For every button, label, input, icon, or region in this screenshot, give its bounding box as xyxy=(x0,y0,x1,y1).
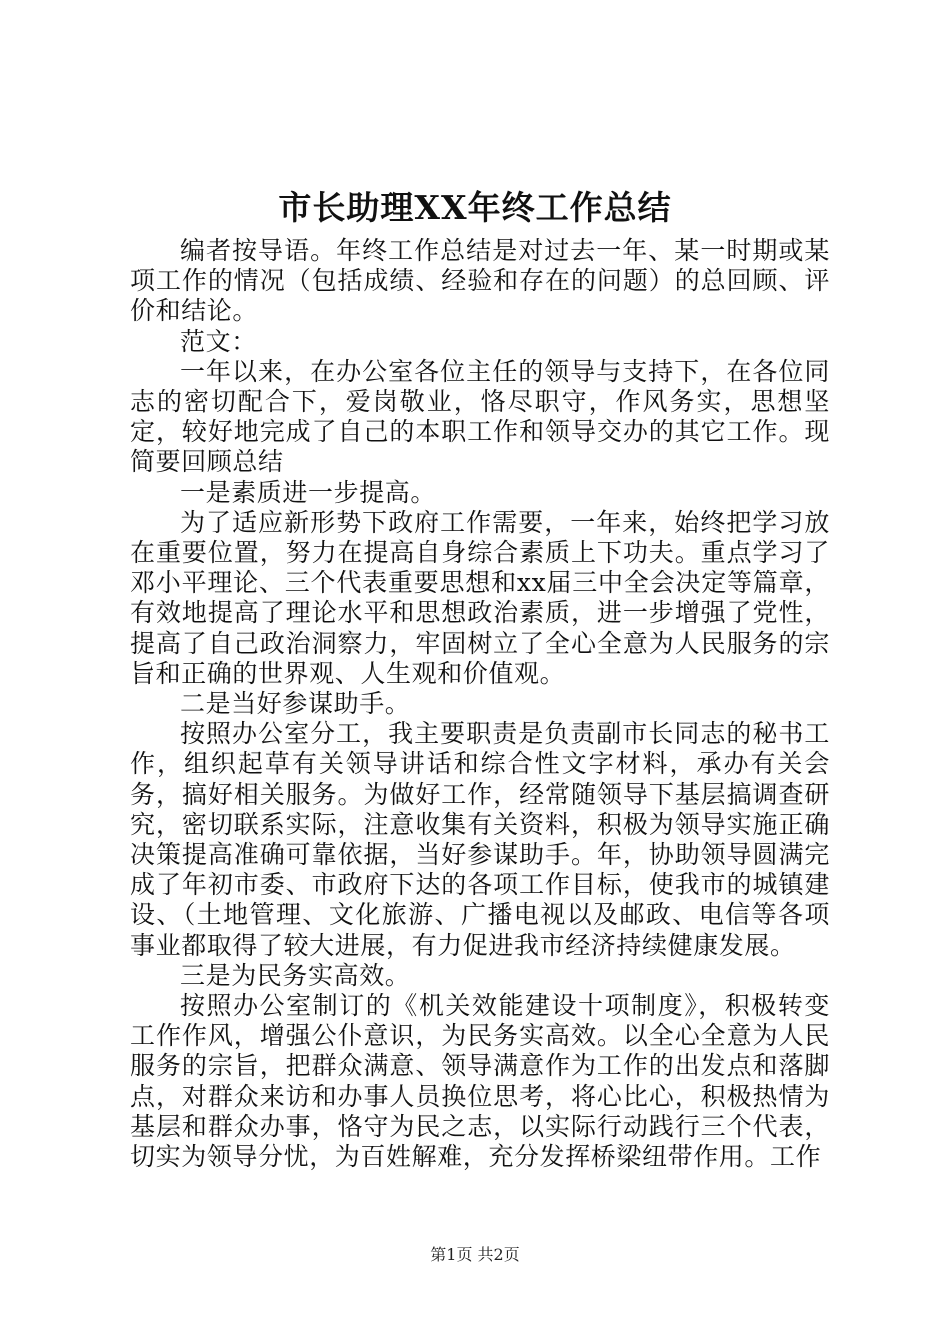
paragraph-overview: 一年以来，在办公室各位主任的领导与支持下，在各位同志的密切配合下，爱岗敬业，恪尽职守，作风务实，思想坚定，较好地完成了自己的本职工作和领导交办的其它工作。现简要回顾总结 xyxy=(130,356,830,477)
paragraph-heading-3: 三是为民务实高效。 xyxy=(180,960,411,990)
paragraph-service: 按照办公室制订的《机关效能建设十项制度》，积极转变工作作风，增强公仆意识，为民务实高效。以全心全意为人民服务的宗旨，把群众满意、领导满意作为工作的出发点和落脚点，对群众来访和办事人员换位思考，将心比心，积极热情为基层和群众办事，恪守为民之志，以实际行动践行三个代表，切实为领导分忧，为百姓解难，充分发挥桥梁纽带作用。工作 xyxy=(130,991,830,1172)
paragraph-assistant: 按照办公室分工，我主要职责是负责副市长同志的秘书工作，组织起草有关领导讲话和综合性文字材料，承办有关会务，搞好相关服务。为做好工作，经常随领导下基层搞调查研究，密切联系实际，注意收集有关资料，积极为领导实施正确决策提高准确可靠依据，当好参谋助手。年，协助领导圆满完成了年初市委、市政府下达的各项工作目标，使我市的城镇建设、（土地管理、文化旅游、广播电视以及邮政、电信等各项事业都取得了较大进展，有力促进我市经济持续健康发展。 xyxy=(130,719,830,960)
document-title: 市长助理XX年终工作总结 xyxy=(278,188,672,227)
paragraph-heading-1: 一是素质进一步提高。 xyxy=(180,477,437,507)
page-number-footer: 第1页 共2页 xyxy=(430,1245,520,1264)
document-body xyxy=(130,236,830,1172)
paragraph-intro: 编者按导语。年终工作总结是对过去一年、某一时期或某项工作的情况（包括成绩、经验和存在的问题）的总回顾、评价和结论。 xyxy=(130,236,830,326)
paragraph-heading-2: 二是当好参谋助手。 xyxy=(180,689,411,719)
paragraph-sample-label: 范文： xyxy=(180,326,257,356)
paragraph-study: 为了适应新形势下政府工作需要，一年来，始终把学习放在重要位置，努力在提高自身综合素质上下功夫。重点学习了邓小平理论、三个代表重要思想和xx届三中全会决定等篇章，有效地提高了理论水平和思想政治素质，进一步增强了党性，提高了自己政治洞察力，牢固树立了全心全意为人民服务的宗旨和正确的世界观、人生观和价值观。 xyxy=(130,507,830,688)
